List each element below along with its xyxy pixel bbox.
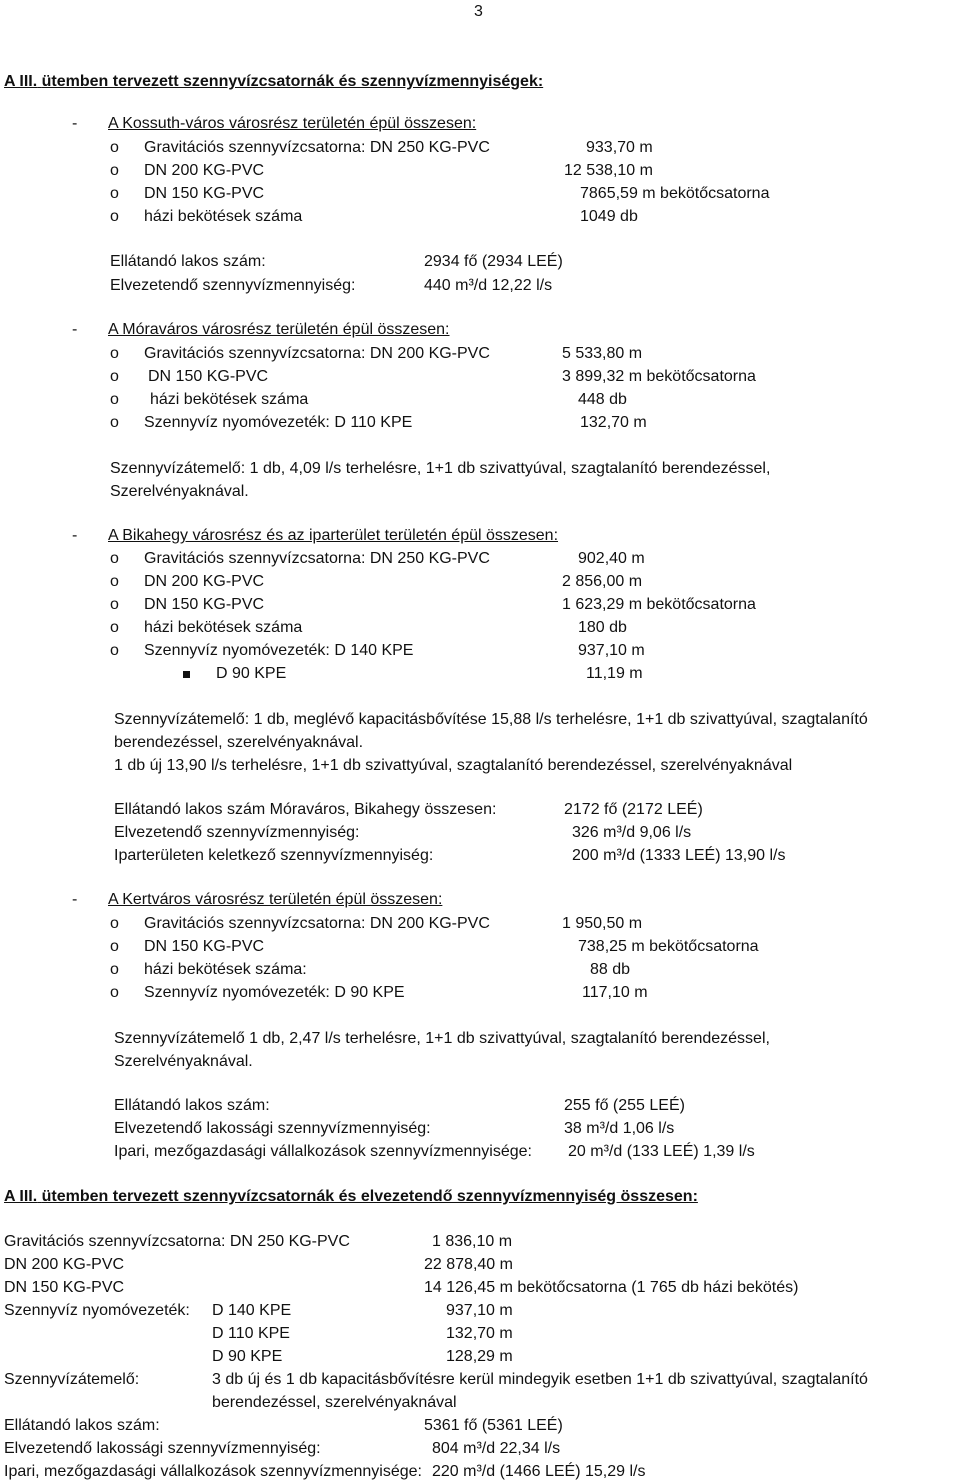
kert-item-value: 738,25 m bekötőcsatorna — [578, 938, 759, 955]
summary-lakos-label: Ellátandó lakos szám: — [4, 1417, 160, 1434]
summary-label: DN 200 KG-PVC — [4, 1256, 125, 1273]
kossuth-item-value: 933,70 m — [586, 139, 653, 156]
bika-item-value: 1 623,29 m bekötőcsatorna — [562, 596, 756, 613]
mora-item-value: 132,70 m — [580, 414, 647, 431]
bullet: o — [110, 368, 119, 385]
kossuth-item-label: DN 150 KG-PVC — [144, 185, 265, 202]
mora-item-value: 448 db — [578, 391, 627, 408]
kossuth-menny-label: Elvezetendő szennyvízmennyiség: — [110, 277, 356, 294]
summary-nyomo-value: 128,29 m — [446, 1348, 513, 1365]
mora-item-label: házi bekötések száma — [150, 391, 309, 408]
kossuth-menny-value: 440 m³/d 12,22 l/s — [424, 277, 553, 294]
kossuth-item-value: 12 538,10 m — [564, 162, 653, 179]
dash-marker: - — [72, 321, 78, 338]
mora-emelo-text: Szerelvényaknával. — [110, 483, 249, 500]
summary-nyomo-type: D 90 KPE — [212, 1348, 283, 1365]
kert-emelo-text: Szerelvényaknával. — [114, 1053, 253, 1070]
summary-nyomo-label: Szennyvíz nyomóvezeték: — [4, 1302, 190, 1319]
bika-sum-value: 326 m³/d 9,06 l/s — [572, 824, 692, 841]
bika-item-value: 937,10 m — [578, 642, 645, 659]
kossuth-item-label: házi bekötések száma — [144, 208, 303, 225]
mora-item-label: DN 150 KG-PVC — [148, 368, 269, 385]
bika-item-label: Gravitációs szennyvízcsatorna: DN 250 KG-PVC — [144, 550, 490, 567]
bullet: o — [110, 619, 119, 636]
bika-emelo-text: 1 db új 13,90 l/s terhelésre, 1+1 db szivattyúval, szagtalanító berendezéssel, szerelvényaknával — [114, 757, 793, 774]
bika-item-label: DN 200 KG-PVC — [144, 573, 265, 590]
bika-item-label: házi bekötések száma — [144, 619, 303, 636]
summary-lakossagi-value: 804 m³/d 22,34 l/s — [432, 1440, 561, 1457]
bullet: o — [110, 915, 119, 932]
summary-value: 14 126,45 m bekötőcsatorna (1 765 db házi bekötés) — [424, 1279, 799, 1296]
bika-sum-label: Ellátandó lakos szám Móraváros, Bikahegy összesen: — [114, 801, 497, 818]
summary-label: Gravitációs szennyvízcsatorna: DN 250 KG-PVC — [4, 1233, 350, 1250]
summary-nyomo-value: 132,70 m — [446, 1325, 513, 1342]
kossuth-lakos-value: 2934 fő (2934 LEÉ) — [424, 253, 563, 270]
kert-sum-value: 255 fő (255 LEÉ) — [564, 1097, 685, 1114]
kert-sum-value: 20 m³/d (133 LEÉ) 1,39 l/s — [568, 1143, 755, 1160]
kert-item-label: DN 150 KG-PVC — [144, 938, 265, 955]
kert-sum-label: Ellátandó lakos szám: — [114, 1097, 270, 1114]
bika-item-value: 902,40 m — [578, 550, 645, 567]
summary-emelo-label: Szennyvízátemelő: — [4, 1371, 140, 1388]
bika-sum-value: 2172 fő (2172 LEÉ) — [564, 801, 703, 818]
bullet: o — [110, 961, 119, 978]
dash-marker: - — [72, 527, 78, 544]
kossuth-item-label: Gravitációs szennyvízcsatorna: DN 250 KG-PVC — [144, 139, 490, 156]
mora-title: A Móraváros városrész területén épül összesen: — [108, 321, 450, 338]
bika-emelo-text: berendezéssel, szerelvényaknával. — [114, 734, 364, 751]
bullet: o — [110, 185, 119, 202]
bullet: o — [110, 573, 119, 590]
bika-item-value: 180 db — [578, 619, 627, 636]
kossuth-item-value: 1049 db — [580, 208, 638, 225]
kert-emelo-text: Szennyvízátemelő 1 db, 2,47 l/s terhelésre, 1+1 db szivattyúval, szagtalanító berendezéssel, — [114, 1030, 770, 1047]
kossuth-item-label: DN 200 KG-PVC — [144, 162, 265, 179]
bullet: o — [110, 345, 119, 362]
bullet: o — [110, 938, 119, 955]
kert-item-label: házi bekötések száma: — [144, 961, 307, 978]
bika-sum-label: Elvezetendő szennyvízmennyiség: — [114, 824, 360, 841]
summary-emelo-text: 3 db új és 1 db kapacitásbővítésre kerül mindegyik esetben 1+1 db szivattyúval, szagtalanító — [212, 1371, 868, 1388]
kert-sum-label: Ipari, mezőgazdasági vállalkozások szennyvízmennyisége: — [114, 1143, 532, 1160]
bullet: o — [110, 984, 119, 1001]
bika-sum-label: Iparterületen keletkező szennyvízmennyiség: — [114, 847, 434, 864]
mora-emelo-text: Szennyvízátemelő: 1 db, 4,09 l/s terhelésre, 1+1 db szivattyúval, szagtalanító berendezéssel, — [110, 460, 771, 477]
heading-title: ütemben tervezett szennyvízcsatornák és elvezetendő szennyvízmennyiség összesen: — [41, 1188, 698, 1205]
summary-value: 1 836,10 m — [432, 1233, 513, 1250]
summary-label: DN 150 KG-PVC — [4, 1279, 125, 1296]
summary-emelo-text: berendezéssel, szerelvényaknával — [212, 1394, 457, 1411]
bullet: o — [110, 550, 119, 567]
square-bullet-icon — [183, 664, 190, 684]
bika-item-label: DN 150 KG-PVC — [144, 596, 265, 613]
kert-item-value: 88 db — [590, 961, 631, 978]
kossuth-item-value: 7865,59 m bekötőcsatorna — [580, 185, 770, 202]
mora-item-label: Szennyvíz nyomóvezeték: D 110 KPE — [144, 414, 413, 431]
kossuth-lakos-label: Ellátandó lakos szám: — [110, 253, 266, 270]
summary-nyomo-value: 937,10 m — [446, 1302, 513, 1319]
bullet: o — [110, 139, 119, 156]
summary-ipari-value: 220 m³/d (1466 LEÉ) 15,29 l/s — [432, 1463, 646, 1480]
heading-title: ütemben tervezett szennyvízcsatornák és szennyvízmennyiségek: — [41, 73, 544, 90]
bullet: o — [110, 414, 119, 431]
summary-nyomo-type: D 110 KPE — [212, 1325, 290, 1342]
kert-sum-value: 38 m³/d 1,06 l/s — [564, 1120, 675, 1137]
bullet: o — [110, 642, 119, 659]
summary-ipari-label: Ipari, mezőgazdasági vállalkozások szennyvízmennyisége: — [4, 1463, 422, 1480]
kert-item-label: Gravitációs szennyvízcsatorna: DN 200 KG-PVC — [144, 915, 490, 932]
heading-prefix: A III. — [4, 1188, 38, 1205]
mora-item-value: 3 899,32 m bekötőcsatorna — [562, 368, 756, 385]
summary-lakossagi-label: Elvezetendő lakossági szennyvízmennyiség: — [4, 1440, 321, 1457]
kossuth-title: A Kossuth-város városrész területén épül összesen: — [108, 115, 477, 132]
summary-value: 22 878,40 m — [424, 1256, 513, 1273]
bika-sub-value: 11,19 m — [586, 665, 643, 682]
bika-item-label: Szennyvíz nyomóvezeték: D 140 KPE — [144, 642, 414, 659]
summary-nyomo-type: D 140 KPE — [212, 1302, 292, 1319]
bullet: o — [110, 391, 119, 408]
kert-item-label: Szennyvíz nyomóvezeték: D 90 KPE — [144, 984, 405, 1001]
kert-item-value: 1 950,50 m — [562, 915, 643, 932]
bullet: o — [110, 208, 119, 225]
bika-title: A Bikahegy városrész és az iparterület területén épül összesen: — [108, 527, 559, 544]
mora-item-value: 5 533,80 m — [562, 345, 643, 362]
kert-title: A Kertváros városrész területén épül összesen: — [108, 891, 443, 908]
heading-prefix: A III. — [4, 73, 38, 90]
kert-item-value: 117,10 m — [582, 984, 648, 1001]
summary-lakos-value: 5361 fő (5361 LEÉ) — [424, 1417, 563, 1434]
bika-emelo-text: Szennyvízátemelő: 1 db, meglévő kapacitásbővítése 15,88 l/s terhelésre, 1+1 db szivattyúval, szagtalanító — [114, 711, 868, 728]
bika-sum-value: 200 m³/d (1333 LEÉ) 13,90 l/s — [572, 847, 786, 864]
bika-sub-label: D 90 KPE — [216, 665, 287, 682]
bullet: o — [110, 596, 119, 613]
mora-item-label: Gravitációs szennyvízcsatorna: DN 200 KG-PVC — [144, 345, 490, 362]
bullet: o — [110, 162, 119, 179]
bika-item-value: 2 856,00 m — [562, 573, 643, 590]
section-heading — [4, 72, 543, 92]
dash-marker: - — [72, 115, 78, 132]
summary-heading — [4, 1187, 698, 1207]
page-number: 3 — [474, 3, 483, 20]
dash-marker: - — [72, 891, 78, 908]
kert-sum-label: Elvezetendő lakossági szennyvízmennyiség: — [114, 1120, 431, 1137]
